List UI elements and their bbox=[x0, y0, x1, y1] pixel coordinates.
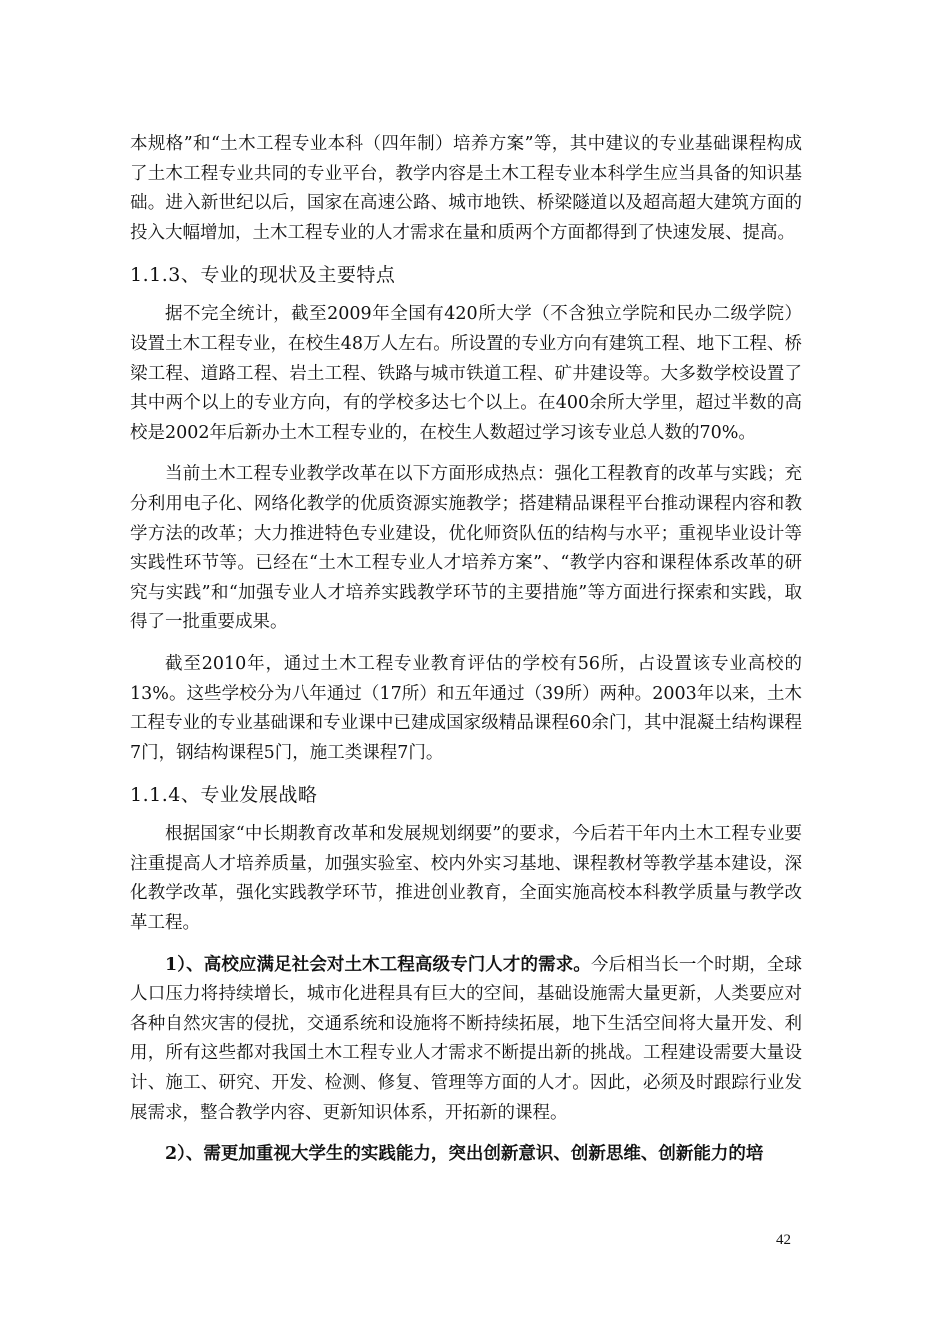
section-heading-1-1-4: 1.1.4、专业发展战略 bbox=[130, 784, 318, 807]
paragraph-strategy: 根据国家“中长期教育改革和发展规划纲要”的要求，今后若干年内土木工程专业要注重提高人才培养质量，加强实验室、校内外实习基地、课程教材等教学基本建设，深化教学改革，强化实践教学环节，推进创业教育，全面实施高校本科教学质量与教学改革工程。 bbox=[130, 824, 802, 934]
paragraph-accreditation: 截至2010年，通过土木工程专业教育评估的学校有56所，占设置该专业高校的13%。这些学校分为八年通过（17所）和五年通过（39所）两种。2003年以来，土木工程专业的专业基础课和专业课中已建成国家级精品课程60余门，其中混凝土结构课程7门，钢结构课程5门，施工类课程7门。 bbox=[130, 653, 802, 763]
paragraph-point-1 bbox=[130, 951, 802, 1129]
point-1-heading: 1）、高校应满足社会对土木工程高级专门人才的需求。 bbox=[165, 954, 591, 975]
paragraph-reform-hotspots: 当前土木工程专业教学改革在以下方面形成热点：强化工程教育的改革与实践；充分利用电子化、网络化教学的优质资源实施教学；搭建精品课程平台推动课程内容和教学方法的改革；大力推进特色专业建设，优化师资队伍的结构与水平；重视毕业设计等实践性环节等。已经在“土木工程专业人才培养方案”、“教学内容和课程体系改革的研究与实践”和“加强专业人才培养实践教学环节的主要措施”等方面进行探索和实践，取得了一批重要成果。 bbox=[130, 464, 802, 633]
point-2-heading: 2）、需更加重视大学生的实践能力，突出创新意识、创新思维、创新能力的培 bbox=[165, 1144, 764, 1165]
paragraph-intro-continued: 本规格”和“土木工程专业本科（四年制）培养方案”等，其中建议的专业基础课程构成了土木工程专业共同的专业平台，教学内容是土木工程专业本科学生应当具备的知识基础。进入新世纪以后，国家在高速公路、城市地铁、桥梁隧道以及超高超大建筑方面的投入大幅增加，土木工程专业的人才需求在量和质两个方面都得到了快速发展、提高。 bbox=[130, 134, 802, 243]
paragraph-statistics: 据不完全统计，截至2009年全国有420所大学（不含独立学院和民办二级学院）设置土木工程专业，在校生48万人左右。所设置的专业方向有建筑工程、地下工程、桥梁工程、道路工程、岩土工程、铁路与城市铁道工程、矿井建设等。大多数学校设置了其中两个以上的专业方向，有的学校多达七个以上。在400余所大学里，超过半数的高校是2002年后新办土木工程专业的，在校生人数超过学习该专业总人数的70%。 bbox=[130, 304, 802, 443]
paragraph-point-2 bbox=[130, 1140, 802, 1170]
page-body bbox=[130, 130, 802, 1182]
section-heading-1-1-3: 1.1.3、专业的现状及主要特点 bbox=[130, 264, 396, 287]
point-1-body: 今后相当长一个时期，全球人口压力将持续增长，城市化进程具有巨大的空间，基础设施需大量更新，人类要应对各种自然灾害的侵扰，交通系统和设施将不断持续拓展，地下生活空间将大量开发、利用，所有这些都对我国土木工程专业人才需求不断提出新的挑战。工程建设需要大量设计、施工、研究、开发、检测、修复、管理等方面的人才。因此，必须及时跟踪行业发展需求，整合教学内容、更新知识体系，开拓新的课程。 bbox=[130, 954, 802, 1123]
page-number: 42 bbox=[776, 1232, 791, 1248]
